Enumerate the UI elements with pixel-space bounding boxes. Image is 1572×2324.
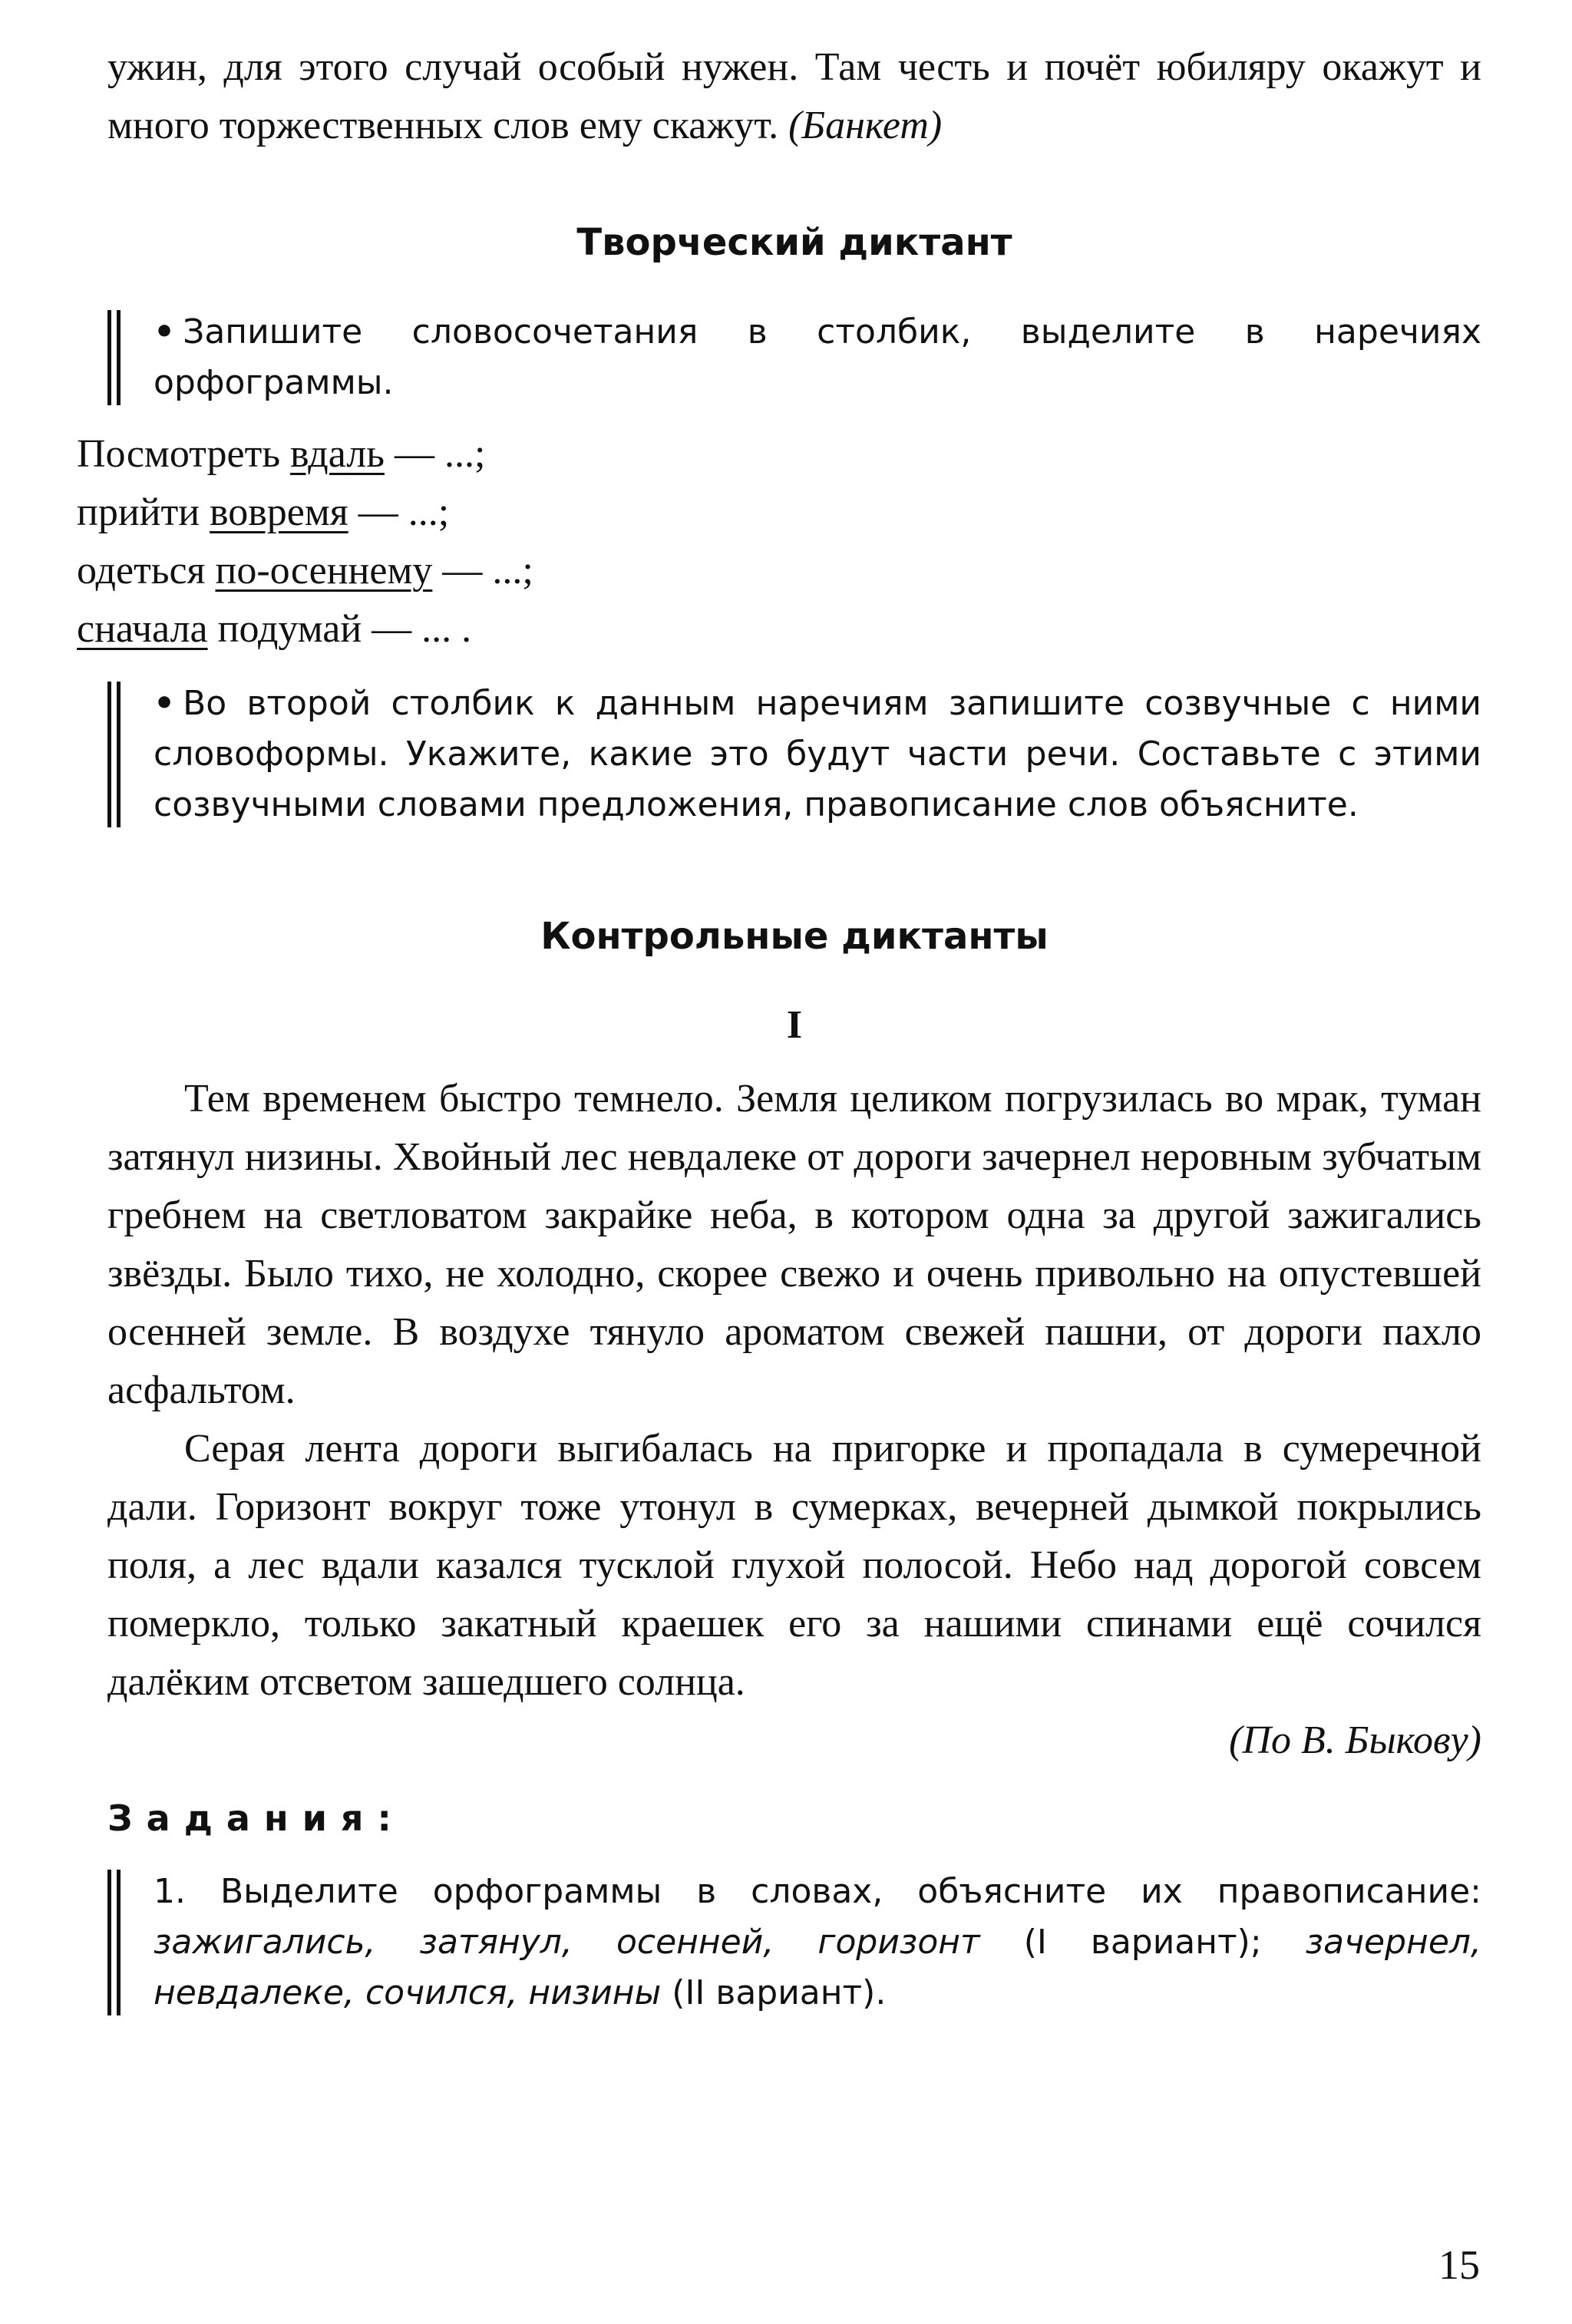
- control-dictation-heading: Контрольные диктанты: [540, 915, 1049, 958]
- page-number: 15: [1438, 2242, 1480, 2288]
- creative-task-2-text: Во второй столбик к данным наречиям запишите созвучные с ними словоформы. Укажите, какие это будут части речи. Составьте с этими созвучными словами предложения, правописание слов объясните.: [154, 684, 1481, 824]
- intro-text: ужин, для этого случай особый нужен. Там честь и почёт юбиляру окажут и много торжественных слов ему скажут.: [107, 45, 1481, 147]
- tasks-item-1: [107, 1867, 1481, 2019]
- phrase-adverb: вовремя: [210, 490, 348, 534]
- phrase-line: [77, 542, 1481, 600]
- phrase-tail: — ...;: [432, 549, 533, 593]
- creative-task-1: [107, 307, 1481, 408]
- dictation-paragraph-1: Тем временем быстро темнело. Земля целиком погрузилась во мрак, туман затянул низины. Хвойный лес невдалеке от дороги зачернел неровным зубчатым гребнем на светловатом закрайке неба, в котором одна за другой зажигались звёзды. Было тихо, не холодно, скорее свежо и очень привольно на опустевшей осенней земле. В воздухе тянуло ароматом свежей пашни, от дороги пахло асфальтом.: [107, 1077, 1481, 1412]
- phrase-tail: — ...;: [348, 490, 450, 534]
- phrase-line: [77, 425, 1481, 484]
- phrase-line: [77, 484, 1481, 542]
- document-page: [77, 38, 1482, 2019]
- phrase-list: [77, 425, 1481, 659]
- bullet-icon: •: [154, 684, 176, 723]
- creative-task-1-text: Запишите словосочетания в столбик, выделите в наречиях орфограммы.: [154, 312, 1481, 402]
- intro-answer: (Банкет): [788, 104, 943, 147]
- phrase-verb: одеться: [77, 549, 216, 593]
- creative-dictation-heading: Творческий диктант: [576, 221, 1012, 264]
- bullet-icon: •: [154, 312, 176, 352]
- phrase-verb: Посмотреть: [77, 432, 291, 476]
- phrase-tail: подумай — ... .: [207, 607, 472, 651]
- phrase-adverb: по-осеннему: [215, 549, 433, 593]
- tasks-label: Задания:: [107, 1797, 405, 1839]
- tasks-item-1-words-1: зажигались, затянул, осенней, горизонт: [154, 1923, 980, 1962]
- phrase-tail: — ...;: [384, 432, 486, 476]
- phrase-adverb: вдаль: [290, 432, 385, 476]
- phrase-line: [77, 600, 1481, 659]
- dictation-attribution: (По В. Быкову): [1229, 1718, 1481, 1762]
- phrase-adverb: сначала: [77, 607, 208, 651]
- tasks-item-1-words-2: зачернел, невдалеке, сочился, низины: [154, 1923, 1482, 2012]
- dictation-numeral: I: [786, 1003, 803, 1047]
- tasks-item-1-variant-1: (I вариант);: [979, 1923, 1306, 1962]
- tasks-item-1-variant-2: (II вариант).: [661, 1973, 887, 2012]
- tasks-item-1-lead: 1. Выделите орфограммы в словах, объясните их правописание:: [154, 1872, 1481, 1911]
- creative-task-2: [107, 678, 1481, 830]
- intro-paragraph: [107, 38, 1481, 155]
- phrase-verb: прийти: [77, 490, 210, 534]
- dictation-paragraph-2: Серая лента дороги выгибалась на пригорке и пропадала в сумеречной дали. Горизонт вокруг тоже утонул в сумерках, вечерней дымкой покрылись поля, а лес вдали казался тусклой глухой полосой. Небо над дорогой совсем померкло, только закатный краешек его за нашими спинами ещё сочился далёким отсветом зашедшего солнца.: [107, 1427, 1481, 1704]
